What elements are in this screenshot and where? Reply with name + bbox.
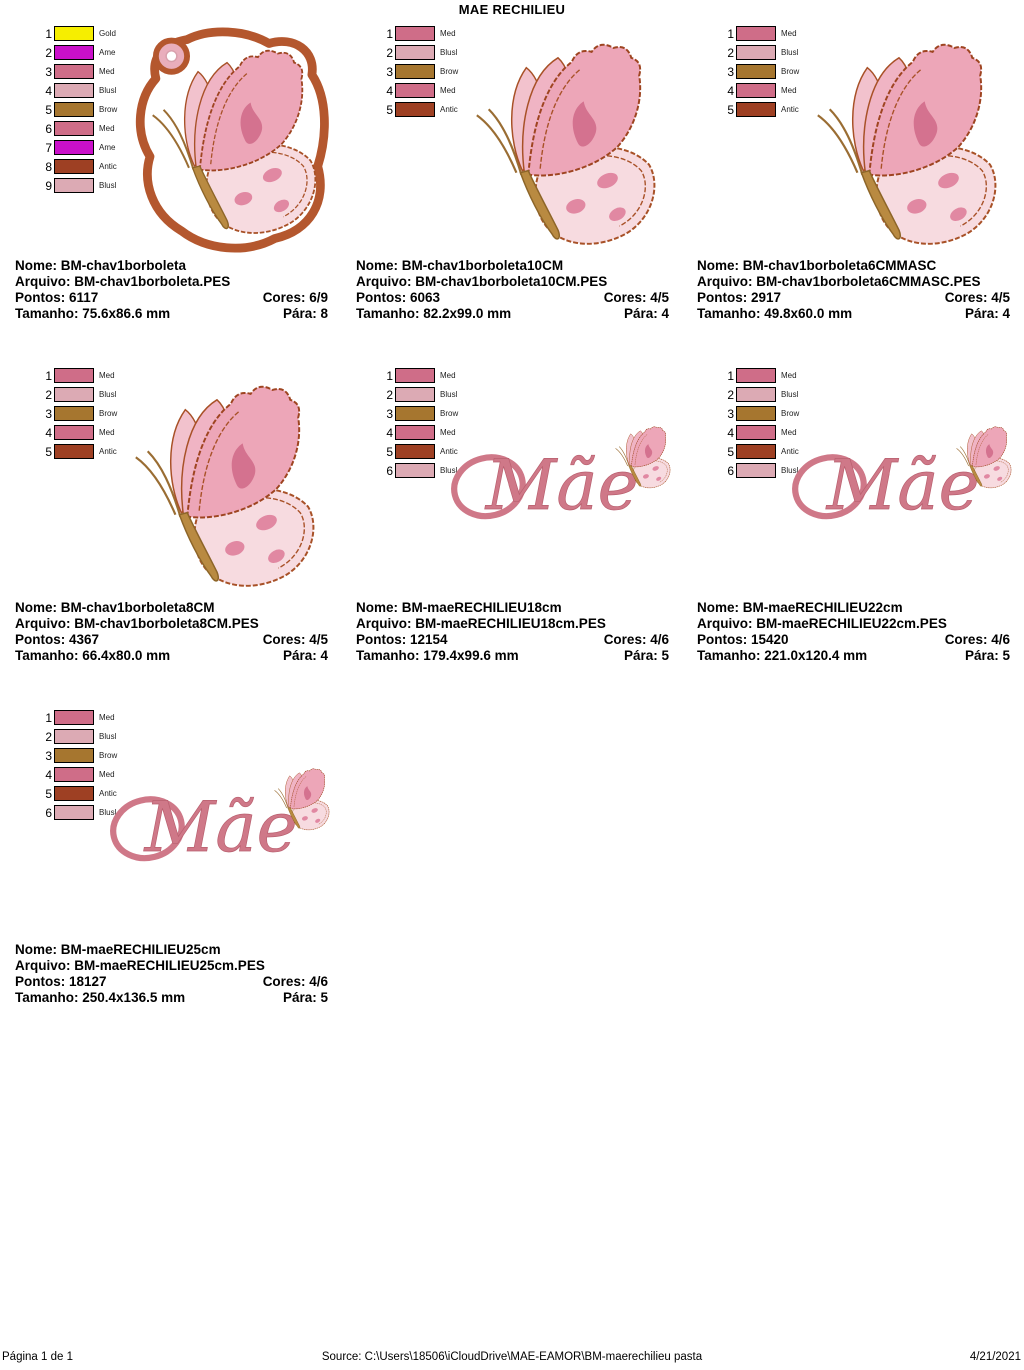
meta-tamanho: Tamanho: 82.2x99.0 mm (356, 306, 512, 321)
meta-para: Pára: 5 (623, 648, 669, 663)
meta-arquivo: Arquivo: BM-chav1borboleta.PES (15, 274, 231, 289)
color-swatch (54, 710, 94, 725)
color-name: Med (99, 67, 115, 76)
meta-para: Pára: 5 (964, 648, 1010, 663)
meta-tamanho: Tamanho: 221.0x120.4 mm (697, 648, 868, 663)
color-name: Brow (781, 67, 800, 76)
color-number: 4 (727, 425, 734, 440)
color-number: 1 (386, 368, 393, 383)
design-card (0, 22, 341, 364)
butterfly-image (459, 24, 657, 252)
color-number: 5 (386, 444, 393, 459)
color-number: 3 (45, 748, 52, 763)
color-number: 3 (727, 406, 734, 421)
color-number: 3 (45, 406, 52, 421)
page-title: MAE RECHILIEU (458, 2, 566, 17)
color-swatch (736, 425, 776, 440)
butterfly-image (800, 24, 998, 252)
color-swatch (395, 368, 435, 383)
thread-color-row (720, 368, 799, 383)
thread-color-row (38, 710, 117, 725)
color-number: 2 (386, 45, 393, 60)
color-number: 1 (45, 710, 52, 725)
color-swatch (736, 64, 776, 79)
meta-arquivo: Arquivo: BM-chav1borboleta8CM.PES (15, 616, 259, 631)
design-card (0, 706, 341, 1048)
color-name: Med (440, 428, 456, 437)
meta-nome: Nome: BM-maeRECHILIEU22cm (697, 600, 903, 615)
footer-source-path: Source: C:\Users\18506\iCloudDrive\MAE-EAMOR\BM-maerechilieu pasta (321, 1351, 703, 1363)
color-swatch (54, 406, 94, 421)
color-name: Blusl (440, 48, 458, 57)
mae-image (788, 416, 1016, 534)
color-name: Blusl (99, 181, 117, 190)
mae-image (447, 416, 675, 534)
thread-color-row (379, 45, 458, 60)
color-name: Med (781, 29, 797, 38)
color-number: 4 (386, 425, 393, 440)
meta-nome: Nome: BM-chav1borboleta8CM (15, 600, 215, 615)
design-metadata (15, 258, 328, 322)
color-number: 5 (727, 444, 734, 459)
color-number: 5 (45, 786, 52, 801)
color-name: Antic (440, 105, 458, 114)
color-name: Ame (99, 48, 116, 57)
thread-color-row (38, 425, 117, 440)
thread-color-row (38, 444, 117, 459)
design-card (682, 22, 1023, 364)
color-number: 2 (45, 387, 52, 402)
color-name: Ame (99, 143, 116, 152)
meta-arquivo: Arquivo: BM-maeRECHILIEU25cm.PES (15, 958, 265, 973)
color-name: Blusl (99, 808, 117, 817)
color-name: Med (99, 428, 115, 437)
meta-arquivo: Arquivo: BM-maeRECHILIEU18cm.PES (356, 616, 606, 631)
meta-cores: Cores: 4/6 (603, 632, 669, 647)
color-name: Blusl (99, 732, 117, 741)
design-metadata (15, 942, 328, 1006)
meta-nome: Nome: BM-maeRECHILIEU18cm (356, 600, 562, 615)
footer-page-number: Página 1 de 1 (2, 1351, 73, 1363)
thread-color-row (720, 102, 799, 117)
color-name: Blusl (440, 390, 458, 399)
color-number: 8 (45, 159, 52, 174)
color-swatch (736, 444, 776, 459)
color-swatch (54, 444, 94, 459)
color-number: 1 (727, 26, 734, 41)
thread-color-row (38, 102, 117, 117)
meta-para: Pára: 8 (282, 306, 328, 321)
meta-nome: Nome: BM-chav1borboleta10CM (356, 258, 564, 273)
meta-cores: Cores: 4/5 (603, 290, 669, 305)
color-number: 1 (45, 26, 52, 41)
thread-color-row (379, 102, 458, 117)
design-card (341, 364, 682, 706)
color-swatch (54, 26, 94, 41)
color-number: 7 (45, 140, 52, 155)
color-number: 6 (386, 463, 393, 478)
color-number: 2 (386, 387, 393, 402)
color-name: Antic (99, 162, 117, 171)
color-name: Brow (440, 67, 459, 76)
color-name: Med (99, 371, 115, 380)
color-number: 4 (45, 83, 52, 98)
color-name: Brow (781, 409, 800, 418)
color-swatch (54, 368, 94, 383)
thread-color-row (38, 64, 117, 79)
color-swatch (54, 102, 94, 117)
color-swatch (54, 83, 94, 98)
color-name: Med (440, 371, 456, 380)
color-swatch (395, 26, 435, 41)
color-swatch (54, 178, 94, 193)
meta-tamanho: Tamanho: 179.4x99.6 mm (356, 648, 519, 663)
color-name: Blusl (99, 390, 117, 399)
thread-color-row (720, 26, 799, 41)
color-swatch (54, 425, 94, 440)
meta-nome: Nome: BM-maeRECHILIEU25cm (15, 942, 221, 957)
meta-cores: Cores: 4/5 (944, 290, 1010, 305)
color-name: Brow (99, 409, 118, 418)
color-swatch (736, 368, 776, 383)
color-swatch (54, 140, 94, 155)
meta-para: Pára: 4 (964, 306, 1010, 321)
thread-color-row (38, 159, 117, 174)
color-number: 2 (45, 45, 52, 60)
color-name: Med (781, 86, 797, 95)
thread-color-row (720, 64, 799, 79)
color-swatch (54, 64, 94, 79)
color-name: Antic (99, 789, 117, 798)
color-name: Blusl (781, 390, 799, 399)
color-swatch (395, 463, 435, 478)
color-number: 5 (45, 102, 52, 117)
color-swatch (54, 805, 94, 820)
color-name: Blusl (781, 466, 799, 475)
design-card (341, 22, 682, 364)
color-swatch (736, 387, 776, 402)
color-name: Med (99, 713, 115, 722)
meta-nome: Nome: BM-chav1borboleta6CMMASC (697, 258, 937, 273)
meta-pontos: Pontos: 6063 (356, 290, 441, 305)
page-footer (0, 1349, 1024, 1369)
color-number: 3 (45, 64, 52, 79)
meta-arquivo: Arquivo: BM-maeRECHILIEU22cm.PES (697, 616, 947, 631)
color-name: Gold (99, 29, 116, 38)
meta-pontos: Pontos: 6117 (15, 290, 99, 305)
color-name: Med (440, 86, 456, 95)
color-number: 1 (386, 26, 393, 41)
color-swatch (395, 45, 435, 60)
color-swatch (736, 26, 776, 41)
color-name: Antic (440, 447, 458, 456)
color-name: Brow (99, 105, 118, 114)
color-name: Blusl (440, 466, 458, 475)
meta-cores: Cores: 6/9 (262, 290, 328, 305)
color-name: Antic (781, 105, 799, 114)
thread-color-row (38, 45, 117, 60)
design-card (0, 364, 341, 706)
design-metadata (356, 258, 669, 322)
color-swatch (54, 45, 94, 60)
thread-color-row (379, 83, 458, 98)
color-swatch (395, 64, 435, 79)
butterfly-image (118, 366, 316, 594)
meta-tamanho: Tamanho: 75.6x86.6 mm (15, 306, 171, 321)
color-name: Brow (440, 409, 459, 418)
meta-nome: Nome: BM-chav1borboleta (15, 258, 187, 273)
thread-color-row (38, 387, 117, 402)
color-name: Blusl (99, 86, 117, 95)
meta-para: Pára: 4 (623, 306, 669, 321)
meta-arquivo: Arquivo: BM-chav1borboleta6CMMASC.PES (697, 274, 981, 289)
thread-color-legend (38, 368, 117, 463)
color-swatch (54, 786, 94, 801)
thread-color-legend (379, 26, 458, 121)
thread-color-row (720, 387, 799, 402)
color-number: 5 (386, 102, 393, 117)
color-swatch (736, 406, 776, 421)
color-number: 4 (45, 767, 52, 782)
color-name: Antic (781, 447, 799, 456)
meta-tamanho: Tamanho: 66.4x80.0 mm (15, 648, 171, 663)
color-name: Brow (99, 751, 118, 760)
keychain-butterfly-image (124, 24, 334, 258)
design-metadata (15, 600, 328, 664)
color-swatch (736, 102, 776, 117)
color-number: 6 (727, 463, 734, 478)
thread-color-row (379, 64, 458, 79)
color-swatch (54, 121, 94, 136)
color-swatch (395, 425, 435, 440)
thread-color-row (38, 368, 117, 383)
thread-color-row (379, 387, 458, 402)
meta-pontos: Pontos: 18127 (15, 974, 107, 989)
design-card (682, 364, 1023, 706)
design-metadata (356, 600, 669, 664)
footer-date: 4/21/2021 (969, 1351, 1021, 1363)
color-swatch (54, 387, 94, 402)
color-number: 3 (386, 64, 393, 79)
color-swatch (54, 729, 94, 744)
color-swatch (395, 83, 435, 98)
meta-cores: Cores: 4/5 (262, 632, 328, 647)
color-number: 2 (45, 729, 52, 744)
color-number: 4 (727, 83, 734, 98)
meta-pontos: Pontos: 2917 (697, 290, 782, 305)
color-number: 4 (45, 425, 52, 440)
color-number: 3 (386, 406, 393, 421)
color-swatch (736, 463, 776, 478)
thread-color-row (379, 26, 458, 41)
thread-color-row (38, 729, 117, 744)
meta-cores: Cores: 4/6 (262, 974, 328, 989)
color-number: 1 (45, 368, 52, 383)
color-name: Med (781, 428, 797, 437)
color-number: 5 (45, 444, 52, 459)
color-swatch (736, 83, 776, 98)
color-number: 2 (727, 45, 734, 60)
color-number: 6 (45, 805, 52, 820)
thread-color-legend (720, 26, 799, 121)
meta-para: Pára: 5 (282, 990, 328, 1005)
thread-color-row (38, 121, 117, 136)
thread-color-row (720, 83, 799, 98)
color-name: Med (99, 124, 115, 133)
color-name: Blusl (781, 48, 799, 57)
design-metadata (697, 600, 1010, 664)
meta-pontos: Pontos: 12154 (356, 632, 448, 647)
color-swatch (54, 767, 94, 782)
thread-color-row (38, 140, 117, 155)
mae-image (106, 758, 334, 876)
color-swatch (736, 45, 776, 60)
color-number: 2 (727, 387, 734, 402)
color-name: Med (440, 29, 456, 38)
color-name: Med (781, 371, 797, 380)
thread-color-row (38, 83, 117, 98)
color-number: 5 (727, 102, 734, 117)
color-number: 1 (727, 368, 734, 383)
meta-para: Pára: 4 (282, 648, 328, 663)
meta-pontos: Pontos: 4367 (15, 632, 100, 647)
thread-color-row (720, 45, 799, 60)
design-metadata (697, 258, 1010, 322)
color-swatch (395, 102, 435, 117)
color-swatch (395, 387, 435, 402)
meta-tamanho: Tamanho: 250.4x136.5 mm (15, 990, 186, 1005)
color-swatch (54, 748, 94, 763)
thread-color-row (379, 368, 458, 383)
color-number: 9 (45, 178, 52, 193)
color-number: 3 (727, 64, 734, 79)
color-name: Med (99, 770, 115, 779)
thread-color-row (38, 26, 117, 41)
color-swatch (395, 444, 435, 459)
thread-color-row (38, 406, 117, 421)
color-number: 6 (45, 121, 52, 136)
color-number: 4 (386, 83, 393, 98)
meta-pontos: Pontos: 15420 (697, 632, 789, 647)
color-swatch (54, 159, 94, 174)
thread-color-row (38, 178, 117, 193)
meta-arquivo: Arquivo: BM-chav1borboleta10CM.PES (356, 274, 608, 289)
meta-cores: Cores: 4/6 (944, 632, 1010, 647)
thread-color-legend (38, 26, 117, 197)
color-name: Antic (99, 447, 117, 456)
meta-tamanho: Tamanho: 49.8x60.0 mm (697, 306, 853, 321)
color-swatch (395, 406, 435, 421)
